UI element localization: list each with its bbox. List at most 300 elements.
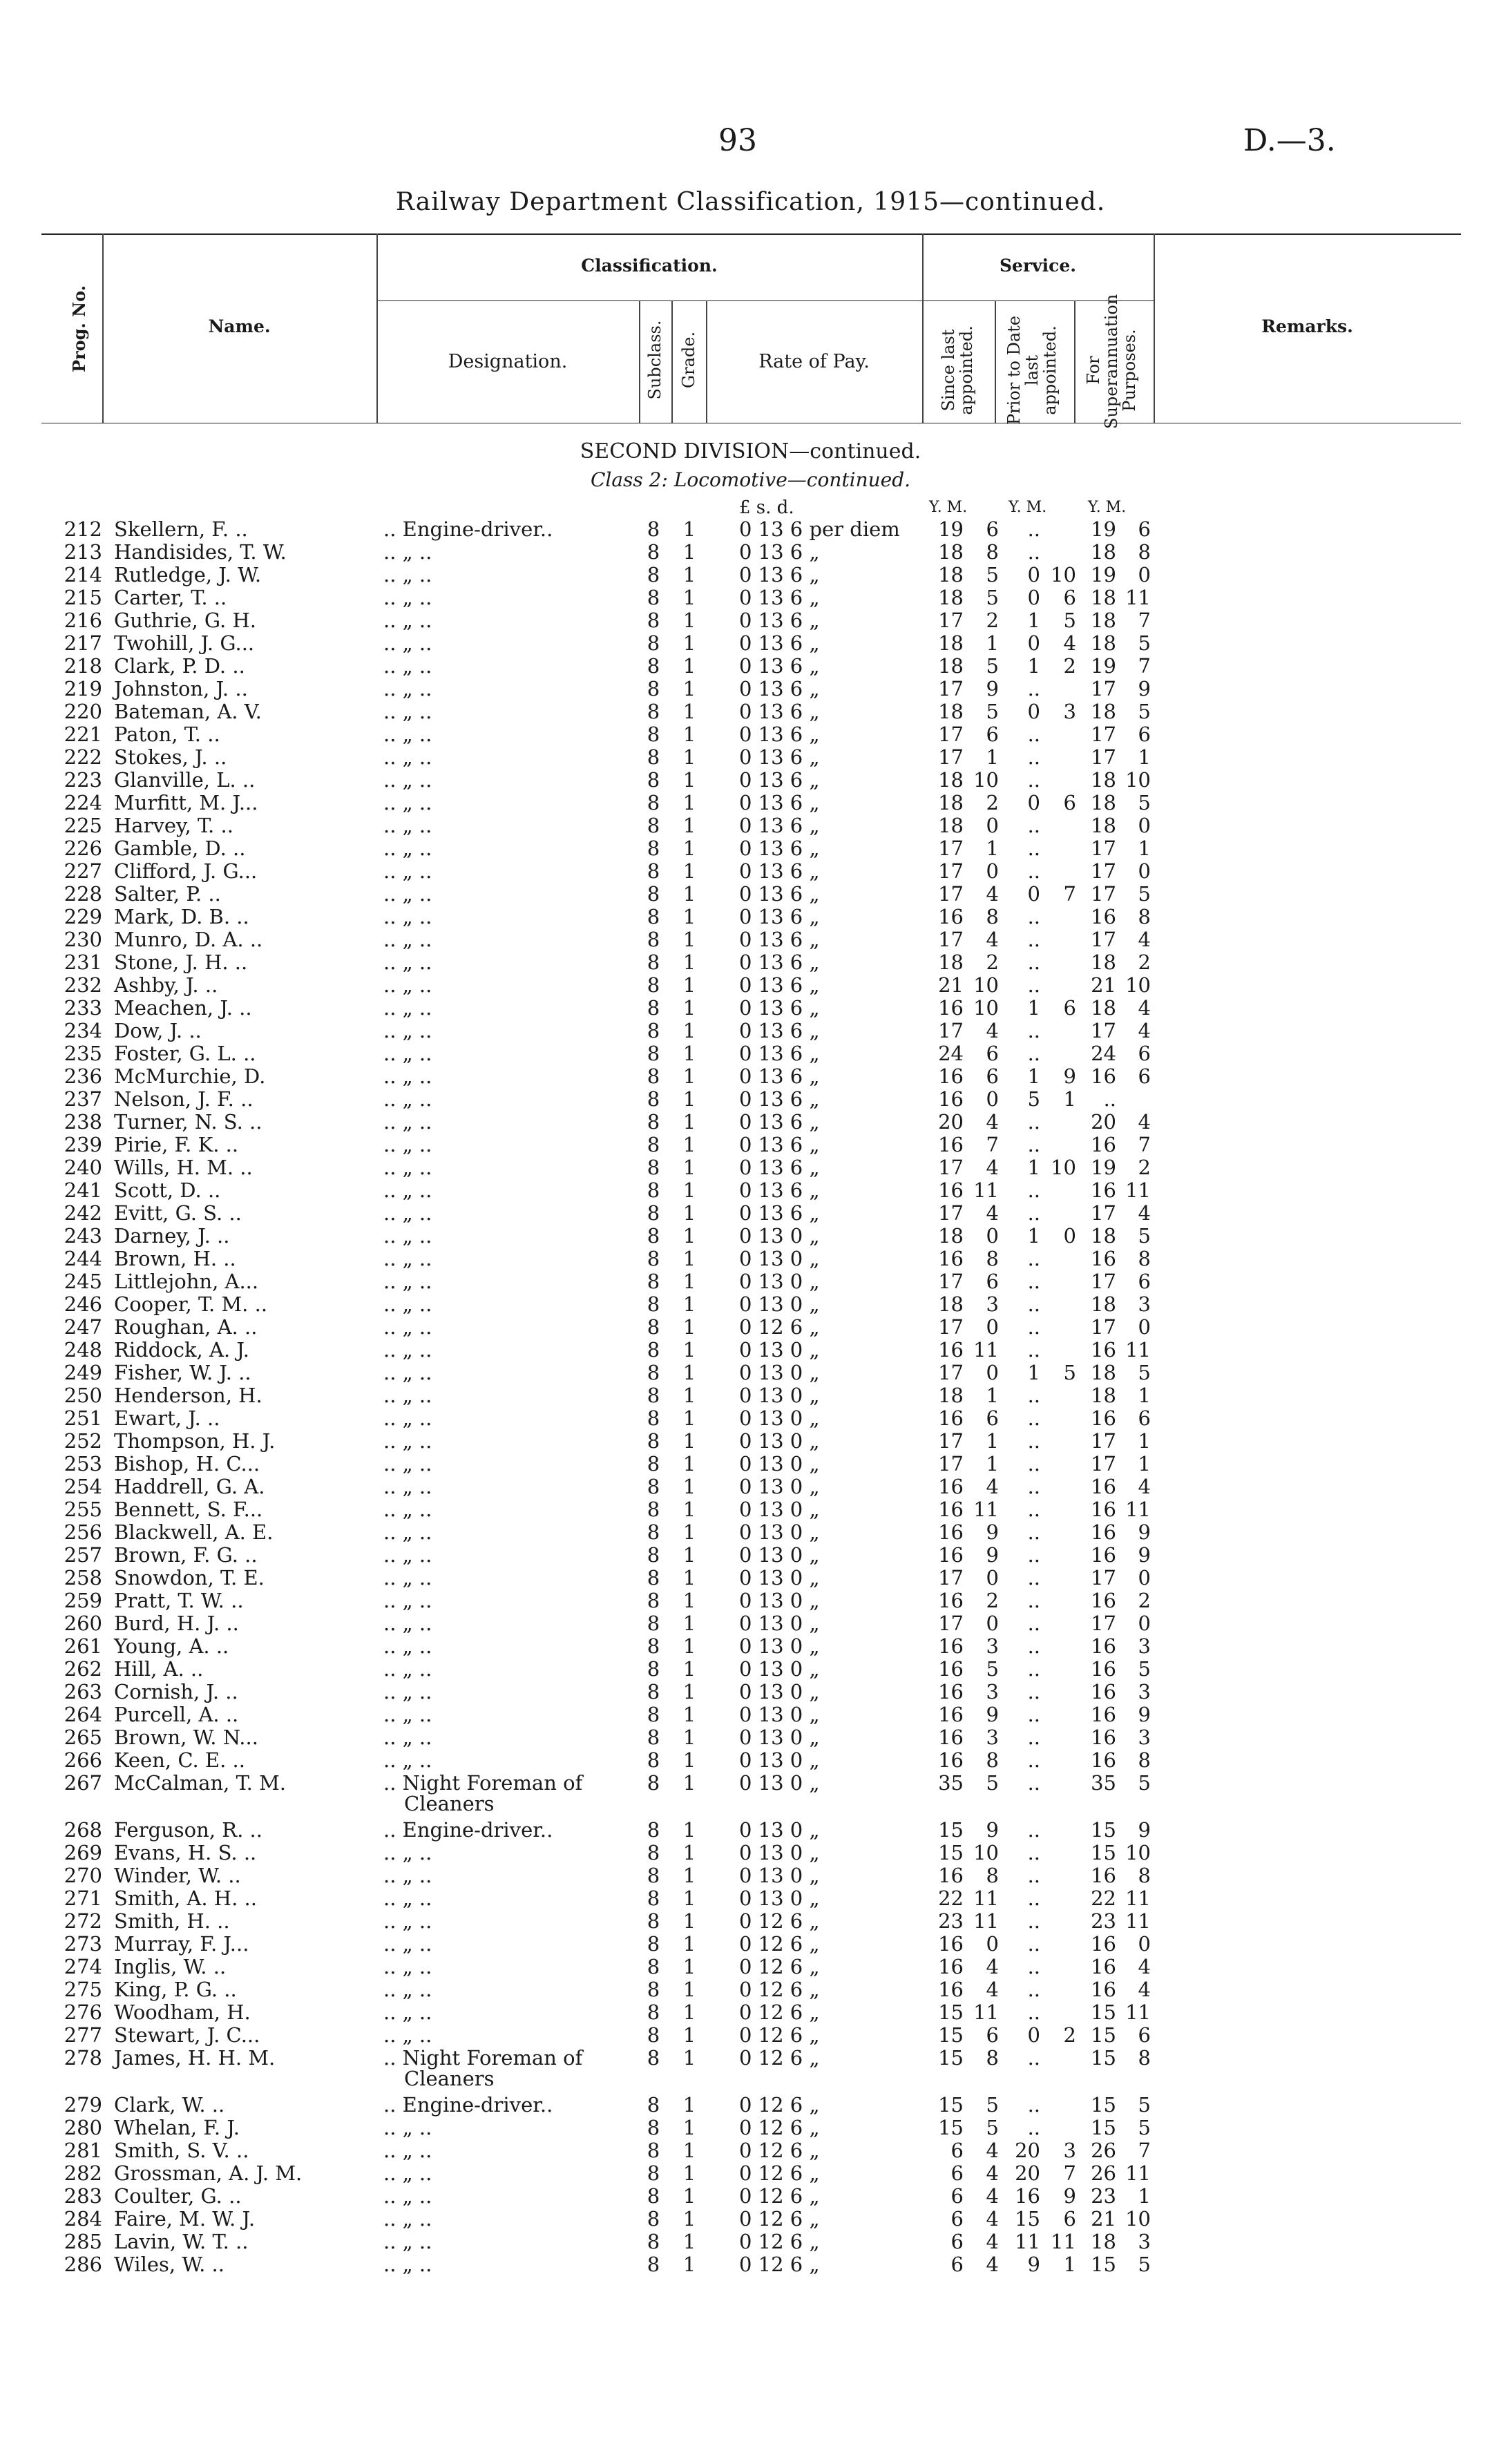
- prog-number: 250: [64, 1384, 102, 1407]
- prior-years: ..: [1027, 905, 1040, 928]
- subclass: 8: [647, 563, 660, 586]
- prog-number: 248: [64, 1338, 102, 1362]
- super-months: 4: [1138, 996, 1151, 1020]
- super-months: 8: [1138, 1748, 1151, 1772]
- super-years: 23: [1091, 2184, 1116, 2208]
- prog-number: 219: [64, 677, 102, 700]
- since-months: 10: [973, 768, 999, 792]
- super-years: 15: [1091, 1841, 1116, 1864]
- prior-years: ..: [1027, 1315, 1040, 1339]
- prior-months: 1: [1063, 1087, 1076, 1111]
- grade: 1: [682, 905, 696, 928]
- table-row: [0, 1225, 1501, 1248]
- table-row: [0, 1703, 1501, 1726]
- class-heading: Class 2: Locomotive—continued.: [590, 468, 911, 491]
- prog-number: 238: [64, 1110, 102, 1134]
- table-row: [0, 1498, 1501, 1521]
- super-years: 18: [1091, 2230, 1116, 2253]
- table-row: [0, 1339, 1501, 1362]
- prior-years: ..: [1027, 723, 1040, 746]
- grade: 1: [682, 2139, 696, 2162]
- staff-name: Snowdon, T. E.: [114, 1566, 265, 1589]
- designation: .. „ ..: [383, 1361, 432, 1384]
- super-years: 16: [1091, 1064, 1116, 1088]
- designation: .. „ ..: [383, 1543, 432, 1567]
- since-years: 17: [938, 1156, 964, 1179]
- grade: 1: [682, 2184, 696, 2208]
- subclass: 8: [647, 1270, 660, 1293]
- designation: .. „ ..: [383, 563, 432, 586]
- table-row: [0, 1749, 1501, 1772]
- grade: 1: [682, 1657, 696, 1681]
- prior-years: 1: [1027, 1361, 1040, 1384]
- since-years: 6: [950, 2161, 964, 2185]
- subclass: 8: [647, 1864, 660, 1887]
- super-months: 4: [1138, 1110, 1151, 1134]
- prog-number: 221: [64, 723, 102, 746]
- since-months: 1: [986, 631, 999, 655]
- staff-name: Twohill, J. G...: [114, 631, 255, 655]
- subclass: 8: [647, 2207, 660, 2231]
- subclass: 8: [647, 1133, 660, 1156]
- super-months: 6: [1138, 1064, 1151, 1088]
- super-years: 16: [1091, 1589, 1116, 1612]
- designation: .. „ ..: [383, 1864, 432, 1887]
- staff-name: Smith, S. V. ..: [114, 2139, 249, 2162]
- prior-months: 3: [1063, 700, 1076, 723]
- rate-of-pay: 0 12 6 „: [739, 2046, 820, 2070]
- prog-number: 228: [64, 882, 102, 906]
- staff-name: Rutledge, J. W.: [114, 563, 262, 586]
- service-header: Service.: [1000, 256, 1076, 276]
- designation: .. „ ..: [383, 1657, 432, 1681]
- table-row: [0, 746, 1501, 769]
- prog-number: 226: [64, 837, 102, 860]
- subclass: 8: [647, 1429, 660, 1453]
- designation: .. Night Foreman of: [383, 1771, 583, 1795]
- prior-years: ..: [1027, 1748, 1040, 1772]
- since-years: 16: [938, 1748, 964, 1772]
- table-row: [0, 2253, 1501, 2276]
- subclass: 8: [647, 1042, 660, 1065]
- super-months: 11: [1125, 1178, 1151, 1202]
- staff-name: Lavin, W. T. ..: [114, 2230, 249, 2253]
- designation: .. „ ..: [383, 677, 432, 700]
- since-months: 4: [986, 928, 999, 951]
- grade: 1: [682, 951, 696, 974]
- staff-name: Littlejohn, A...: [114, 1270, 259, 1293]
- rate-of-pay: 0 13 0 „: [739, 1841, 820, 1864]
- since-months: 8: [986, 1864, 999, 1887]
- designation: .. „ ..: [383, 1726, 432, 1749]
- super-months: 0: [1138, 563, 1151, 586]
- table-row: [0, 1065, 1501, 1088]
- subclass: 8: [647, 677, 660, 700]
- grade: 1: [682, 1110, 696, 1134]
- super-months: 6: [1138, 1270, 1151, 1293]
- since-months: 4: [986, 1110, 999, 1134]
- prior-years: ..: [1027, 1429, 1040, 1453]
- prog-number: 261: [64, 1634, 102, 1658]
- prior-years: 5: [1027, 1087, 1040, 1111]
- table-row: [0, 1362, 1501, 1384]
- subclass: 8: [647, 723, 660, 746]
- rate-of-pay: 0 13 6 „: [739, 791, 820, 814]
- staff-name: Foster, G. L. ..: [114, 1042, 256, 1065]
- super-years: 15: [1091, 2093, 1116, 2117]
- staff-name: Young, A. ..: [114, 1634, 229, 1658]
- prior-years: ..: [1027, 1841, 1040, 1864]
- table-row: [0, 1681, 1501, 1703]
- super-years: 16: [1091, 1657, 1116, 1681]
- subclass: 8: [647, 1087, 660, 1111]
- super-years: 16: [1091, 1498, 1116, 1521]
- super-years: 18: [1091, 586, 1116, 609]
- table-row: [0, 609, 1501, 632]
- subclass: 8: [647, 1384, 660, 1407]
- subclass: 8: [647, 586, 660, 609]
- prog-number: 271: [64, 1887, 102, 1910]
- subclass: 8: [647, 1566, 660, 1589]
- grade: 1: [682, 1703, 696, 1726]
- designation-header: Designation.: [448, 351, 568, 372]
- since-months: 5: [986, 2116, 999, 2139]
- grade: 1: [682, 1887, 696, 1910]
- super-months: 8: [1138, 2046, 1151, 2070]
- table-row: [0, 1156, 1501, 1179]
- super-months: 7: [1138, 609, 1151, 632]
- subclass: 8: [647, 1361, 660, 1384]
- subclass: 8: [647, 1726, 660, 1749]
- since-months: 4: [986, 2230, 999, 2253]
- super-months: 0: [1138, 859, 1151, 883]
- prior-years: ..: [1027, 1955, 1040, 1978]
- since-years: 16: [938, 1520, 964, 1544]
- table-row: [0, 883, 1501, 906]
- prog-number: 242: [64, 1201, 102, 1225]
- since-months: 3: [986, 1680, 999, 1703]
- grade: 1: [682, 1019, 696, 1042]
- rate-of-pay: 0 13 6 „: [739, 905, 820, 928]
- since-months: 0: [986, 1361, 999, 1384]
- staff-name: Evitt, G. S. ..: [114, 1201, 242, 1225]
- rate-of-pay: 0 13 0 „: [739, 1475, 820, 1498]
- since-months: 1: [986, 1452, 999, 1475]
- super-years: 16: [1091, 1864, 1116, 1887]
- prior-years: ..: [1027, 1338, 1040, 1362]
- since-years: 6: [950, 2230, 964, 2253]
- super-years: 16: [1091, 1247, 1116, 1270]
- staff-name: Woodham, H.: [114, 2000, 251, 2024]
- since-months: 6: [986, 517, 999, 541]
- prior-months: 6: [1063, 996, 1076, 1020]
- since-years: 18: [938, 631, 964, 655]
- subclass: 8: [647, 2184, 660, 2208]
- super-months: 10: [1125, 2207, 1151, 2231]
- super-months: 5: [1138, 1224, 1151, 1248]
- rate-of-pay: 0 13 6 „: [739, 654, 820, 678]
- super-years: 18: [1091, 700, 1116, 723]
- since-years: 6: [950, 2139, 964, 2162]
- prior-months: 6: [1063, 586, 1076, 609]
- subclass: 8: [647, 2116, 660, 2139]
- super-years: 16: [1091, 1978, 1116, 2001]
- since-years: 15: [938, 2116, 964, 2139]
- since-months: 4: [986, 2207, 999, 2231]
- prior-years: ..: [1027, 1771, 1040, 1795]
- grade: 1: [682, 1361, 696, 1384]
- staff-name: Brown, H. ..: [114, 1247, 236, 1270]
- since-months: 6: [986, 1406, 999, 1430]
- super-years: 17: [1091, 677, 1116, 700]
- prior-months: 2: [1063, 2023, 1076, 2047]
- staff-name: Thompson, H. J.: [114, 1429, 276, 1453]
- table-row: [0, 1316, 1501, 1339]
- since-years: 16: [938, 996, 964, 1020]
- prog-number: 264: [64, 1703, 102, 1726]
- rate-of-pay: 0 13 6 „: [739, 1133, 820, 1156]
- designation: .. „ ..: [383, 1019, 432, 1042]
- prior-months: 9: [1063, 2184, 1076, 2208]
- staff-name: Grossman, A. J. M.: [114, 2161, 303, 2185]
- super-months: 10: [1125, 768, 1151, 792]
- prior-years: ..: [1027, 540, 1040, 564]
- prog-number: 280: [64, 2116, 102, 2139]
- subclass: 8: [647, 2093, 660, 2117]
- prior-years: ..: [1027, 928, 1040, 951]
- prog-number: 234: [64, 1019, 102, 1042]
- table-row: [0, 1475, 1501, 1498]
- subclass: 8: [647, 928, 660, 951]
- designation: .. „ ..: [383, 1224, 432, 1248]
- table-row: [0, 655, 1501, 678]
- since-months: 6: [986, 1064, 999, 1088]
- super-months: 4: [1138, 1019, 1151, 1042]
- grade: 1: [682, 1224, 696, 1248]
- staff-name: Evans, H. S. ..: [114, 1841, 257, 1864]
- prior-months: 3: [1063, 2139, 1076, 2162]
- super-months: 7: [1138, 2139, 1151, 2162]
- super-years: 19: [1091, 654, 1116, 678]
- header-mid-rule: [376, 300, 1154, 301]
- since-months: 0: [986, 1224, 999, 1248]
- staff-name: Smith, H. ..: [114, 1909, 230, 1933]
- since-months: 11: [973, 1887, 999, 1910]
- staff-name: Ashby, J. ..: [114, 973, 218, 997]
- prog-number: 227: [64, 859, 102, 883]
- prog-number: 240: [64, 1156, 102, 1179]
- prior-years: ..: [1027, 2000, 1040, 2024]
- staff-name: Haddrell, G. A.: [114, 1475, 265, 1498]
- prog-number: 285: [64, 2230, 102, 2253]
- table-row: [0, 814, 1501, 837]
- staff-name: Meachen, J. ..: [114, 996, 252, 1020]
- prog-number: 229: [64, 905, 102, 928]
- table-row: [0, 723, 1501, 746]
- prog-number: 275: [64, 1978, 102, 2001]
- subclass: 8: [647, 814, 660, 837]
- super-months: 1: [1138, 837, 1151, 860]
- since-years: 18: [938, 654, 964, 678]
- table-row: [0, 1248, 1501, 1270]
- prog-number: 269: [64, 1841, 102, 1864]
- prior-years: ..: [1027, 517, 1040, 541]
- prior-years: ..: [1027, 745, 1040, 769]
- table-row: [0, 2117, 1501, 2139]
- since-months: 4: [986, 2161, 999, 2185]
- grade: 1: [682, 1726, 696, 1749]
- staff-name: Clark, P. D. ..: [114, 654, 245, 678]
- staff-name: Glanville, L. ..: [114, 768, 256, 792]
- super-months: 6: [1138, 2023, 1151, 2047]
- staff-name: King, P. G. ..: [114, 1978, 237, 2001]
- subclass: 8: [647, 1841, 660, 1864]
- grade: 1: [682, 1818, 696, 1842]
- since-years: 17: [938, 1612, 964, 1635]
- grade: 1: [682, 1292, 696, 1316]
- staff-name: Johnston, J. ..: [114, 677, 248, 700]
- staff-name: Stokes, J. ..: [114, 745, 227, 769]
- grade: 1: [682, 1634, 696, 1658]
- subclass: 8: [647, 1019, 660, 1042]
- rate-of-pay: 0 13 6 „: [739, 723, 820, 746]
- grade: 1: [682, 1566, 696, 1589]
- prior-months: 0: [1063, 1224, 1076, 1248]
- table-row: [0, 1842, 1501, 1864]
- prog-number: 262: [64, 1657, 102, 1681]
- super-units: Y. M.: [1088, 499, 1127, 516]
- prog-number: 255: [64, 1498, 102, 1521]
- header-top-rule: [41, 233, 1461, 235]
- super-months: 5: [1138, 1771, 1151, 1795]
- super-months: 4: [1138, 1475, 1151, 1498]
- designation: .. „ ..: [383, 1384, 432, 1407]
- super-months: 9: [1138, 1520, 1151, 1544]
- grade: 1: [682, 700, 696, 723]
- since-years: 16: [938, 1726, 964, 1749]
- rate-of-pay: 0 13 6 „: [739, 1201, 820, 1225]
- table-row: [0, 678, 1501, 700]
- since-months: 4: [986, 1019, 999, 1042]
- grade: 1: [682, 814, 696, 837]
- prior-years: ..: [1027, 1726, 1040, 1749]
- super-months: 2: [1138, 1156, 1151, 1179]
- table-row: [0, 1956, 1501, 1978]
- prior-months: 7: [1063, 2161, 1076, 2185]
- prior-years: ..: [1027, 973, 1040, 997]
- grade: 1: [682, 928, 696, 951]
- super-months: 11: [1125, 1909, 1151, 1933]
- subclass: 8: [647, 1452, 660, 1475]
- staff-name: Coulter, G. ..: [114, 2184, 242, 2208]
- prog-number: 258: [64, 1566, 102, 1589]
- rate-of-pay: 0 12 6 „: [739, 1315, 820, 1339]
- prior-to-header: Prior to Date last appointed.: [1004, 316, 1060, 425]
- subclass: 8: [647, 1247, 660, 1270]
- subclass: 8: [647, 1748, 660, 1772]
- prog-number: 225: [64, 814, 102, 837]
- since-months: 8: [986, 2046, 999, 2070]
- super-months: 3: [1138, 1680, 1151, 1703]
- prog-number: 246: [64, 1292, 102, 1316]
- subclass: 8: [647, 1475, 660, 1498]
- since-years: 17: [938, 1201, 964, 1225]
- staff-name: Inglis, W. ..: [114, 1955, 227, 1978]
- table-row: [0, 928, 1501, 951]
- since-years: 24: [938, 1042, 964, 1065]
- designation: .. „ ..: [383, 723, 432, 746]
- rate-of-pay: 0 13 6 „: [739, 1087, 820, 1111]
- prog-number: 220: [64, 700, 102, 723]
- since-months: 6: [986, 723, 999, 746]
- table-row: [0, 974, 1501, 997]
- rate-of-pay: 0 13 6 „: [739, 837, 820, 860]
- prior-years: ..: [1027, 1110, 1040, 1134]
- table-row: [0, 564, 1501, 586]
- designation: .. „ ..: [383, 586, 432, 609]
- rate-of-pay: 0 13 6 „: [739, 745, 820, 769]
- prior-units: Y. M.: [1008, 499, 1047, 516]
- super-months: 7: [1138, 654, 1151, 678]
- designation: .. „ ..: [383, 2000, 432, 2024]
- prog-number: 251: [64, 1406, 102, 1430]
- since-years: 16: [938, 1475, 964, 1498]
- since-years: 16: [938, 1133, 964, 1156]
- subclass: 8: [647, 1703, 660, 1726]
- rate-of-pay: 0 12 6 „: [739, 2253, 820, 2276]
- designation: .. „ ..: [383, 1247, 432, 1270]
- subclass: 8: [647, 2046, 660, 2070]
- since-years: 17: [938, 1429, 964, 1453]
- prior-years: ..: [1027, 1612, 1040, 1635]
- prior-years: 20: [1015, 2139, 1040, 2162]
- since-months: 0: [986, 814, 999, 837]
- designation: .. „ ..: [383, 1680, 432, 1703]
- super-years: 18: [1091, 1292, 1116, 1316]
- rate-of-pay: 0 13 0 „: [739, 1543, 820, 1567]
- designation: .. „ ..: [383, 1315, 432, 1339]
- super-months: 8: [1138, 1864, 1151, 1887]
- super-years: 17: [1091, 928, 1116, 951]
- prog-number: 232: [64, 973, 102, 997]
- grade: 1: [682, 1133, 696, 1156]
- grade: 1: [682, 1406, 696, 1430]
- grade: 1: [682, 2230, 696, 2253]
- prog-number: 253: [64, 1452, 102, 1475]
- grade: 1: [682, 631, 696, 655]
- rate-of-pay: 0 13 0 „: [739, 1657, 820, 1681]
- super-months: 1: [1138, 2184, 1151, 2208]
- since-months: 11: [973, 1338, 999, 1362]
- superannuation-header: For Superannuation Purposes.: [1084, 294, 1139, 429]
- staff-name: Harvey, T. ..: [114, 814, 233, 837]
- rate-of-pay: 0 13 6 „: [739, 1064, 820, 1088]
- since-months: 0: [986, 1612, 999, 1635]
- grade: 1: [682, 1680, 696, 1703]
- prior-years: 1: [1027, 609, 1040, 632]
- prog-number: 237: [64, 1087, 102, 1111]
- designation: .. „ ..: [383, 1338, 432, 1362]
- since-years: 16: [938, 1064, 964, 1088]
- division-heading: SECOND DIVISION—continued.: [580, 439, 921, 464]
- since-years: 15: [938, 1841, 964, 1864]
- name-header: Name.: [208, 316, 271, 336]
- since-months: 4: [986, 1955, 999, 1978]
- super-months: 5: [1138, 1657, 1151, 1681]
- prior-months: 6: [1063, 791, 1076, 814]
- staff-name: Cornish, J. ..: [114, 1680, 238, 1703]
- prog-number: 217: [64, 631, 102, 655]
